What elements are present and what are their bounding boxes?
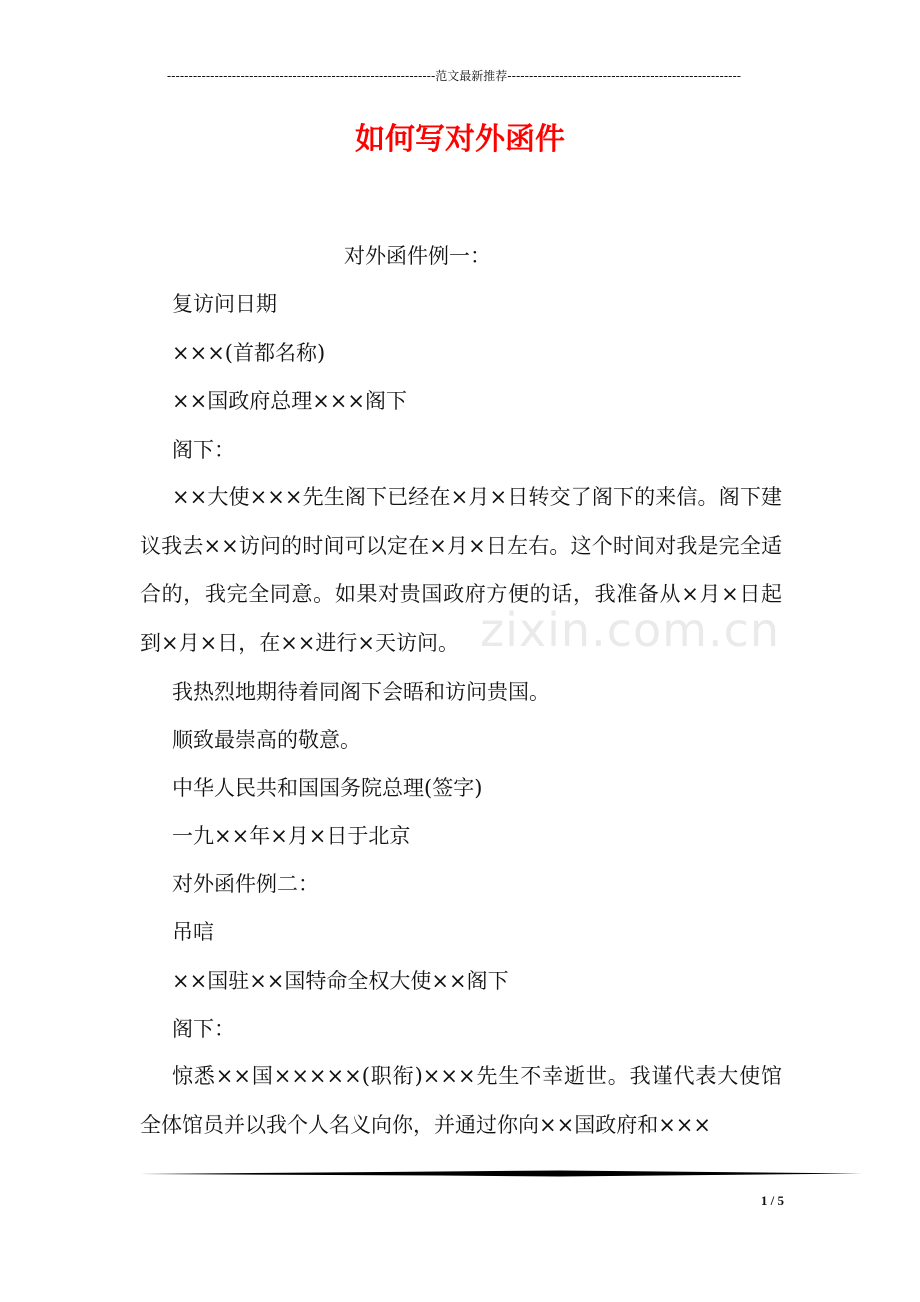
example2-addressee: ××国驻××国特命全权大使××阁下 — [172, 969, 509, 993]
page-number: 1 / 5 — [760, 1193, 784, 1208]
document-body — [140, 0, 782, 1160]
footer-rule — [140, 1168, 862, 1180]
example1-closing: 顺致最崇高的敬意。 — [172, 728, 361, 752]
example1-signature: 中华人民共和国国务院总理(签字) — [172, 776, 483, 800]
example1-paragraph: ××大使×××先生阁下已经在×月×日转交了阁下的来信。阁下建议我去××访问的时间可以定在×月×日左右。这个时间对我是完全适合的，我完全同意。如果对贵国政府方便的话，我准备从×月×日起到×月×日，在××进行×天访问。 — [140, 485, 782, 655]
example2-paragraph: 惊悉××国×××××(职衔)×××先生不幸逝世。我谨代表大使馆全体馆员并以我个人名义向你，并通过你向××国政府和××× — [140, 1064, 782, 1137]
document-title: 如何写对外函件 — [355, 122, 565, 157]
example1-addressee-capital: ×××(首都名称) — [172, 341, 326, 365]
example1-paragraph2: 我热烈地期待着同阁下会晤和访问贵国。 — [172, 680, 550, 704]
example1-salutation: 阁下： — [172, 438, 235, 462]
example1-heading: 对外函件例一： — [344, 244, 491, 268]
example1-addressee-name: ××国政府总理×××阁下 — [172, 389, 407, 413]
example1-subject: 复访问日期 — [172, 292, 277, 316]
example2-subject: 吊唁 — [172, 920, 214, 944]
example2-salutation: 阁下： — [172, 1017, 235, 1041]
watermark: zixin.com.cn — [480, 603, 781, 657]
example1-date: 一九××年×月×日于北京 — [172, 824, 411, 848]
example2-heading: 对外函件例二： — [172, 872, 319, 896]
header-banner: --------------------------------------------------------------范文最新推荐------------------------------------------------------ — [166, 69, 742, 83]
